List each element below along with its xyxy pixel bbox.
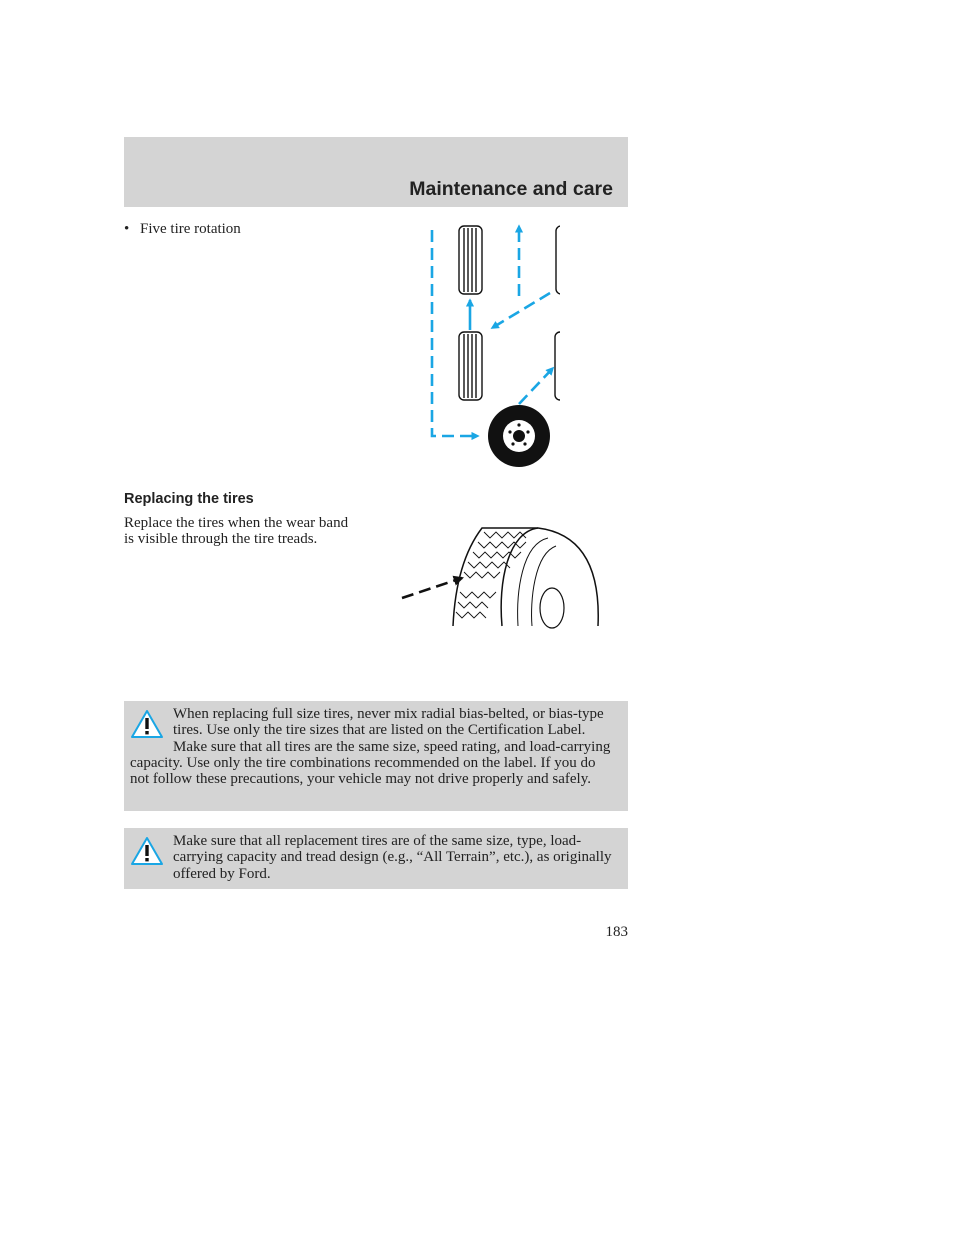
section-title: Maintenance and care (409, 178, 613, 200)
section-body: Replace the tires when the wear band is visible through the tire treads. (124, 515, 349, 548)
bullet-text: Five tire rotation (140, 221, 241, 237)
warning-text: When replacing full size tires, never mix radial bias-belted, or bias-type tires. Use only the tire sizes that are listed on the Certification Label. Make sure that all tires are the same size, speed rating, and load-carrying capacity. Use only the tire combinations recommended on the label. If you do not follow these precautions, your vehicle may not drive properly and safely. (130, 706, 611, 788)
warning-triangle-icon (130, 709, 164, 739)
rotation-arrow-diagonal (492, 293, 550, 328)
tire-front-right (556, 226, 560, 294)
tire-wear-band-illustration (398, 522, 602, 630)
page-number: 183 (605, 924, 628, 940)
tire-rear-right (555, 332, 560, 400)
warning-triangle-icon (130, 836, 164, 866)
section-heading: Replacing the tires (124, 491, 254, 507)
bullet-dot: • (124, 221, 130, 237)
spare-wheel (488, 405, 550, 467)
bullet-item (124, 221, 241, 238)
warning-box (124, 701, 628, 811)
warning-text: Make sure that all replacement tires are of the same size, type, load-carrying capacity and tread design (e.g., “All Terrain”, etc.), as originally offered by Ford. (173, 833, 612, 882)
wear-band-pointer-arrow (402, 578, 462, 598)
warning-box (124, 828, 628, 889)
tire-front-left (459, 226, 482, 294)
tire-rotation-diagram (420, 220, 560, 470)
rotation-arrow-spare-to-rear (519, 368, 553, 404)
section-header (124, 137, 628, 207)
tire-rear-left (459, 332, 482, 400)
